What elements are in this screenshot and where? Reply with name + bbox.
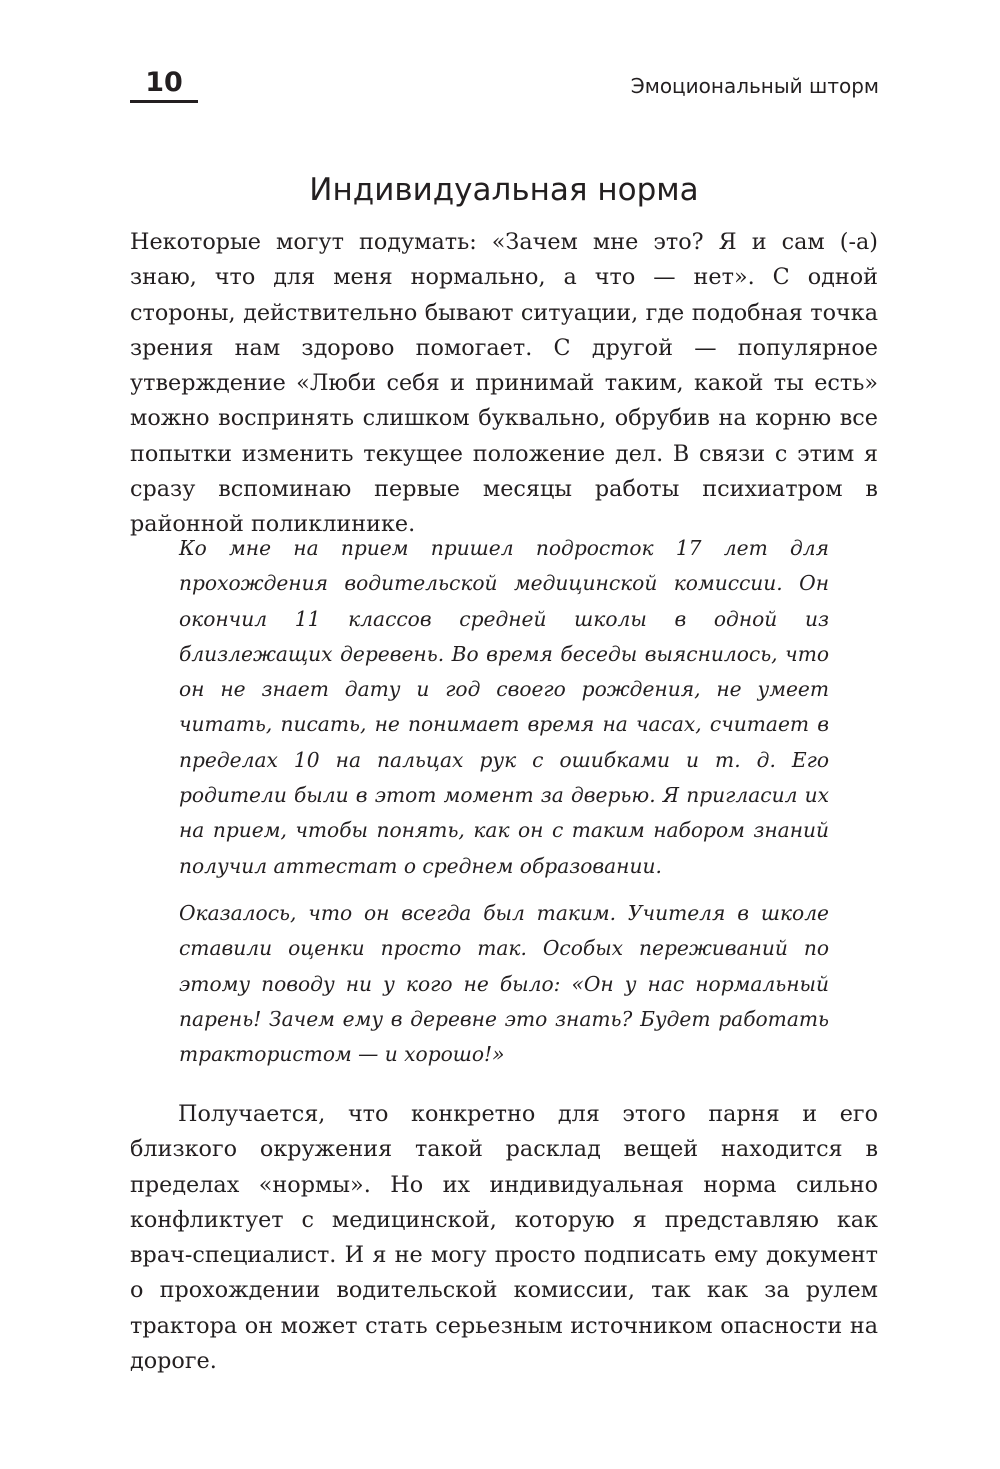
section-title: Индивидуальная норма [309, 172, 699, 208]
paragraph-conclusion: Получается, что конкретно для этого парня и его близкого окружения такой расклад вещей находится в пределах «нормы». Но их индивидуальная норма сильно конфликтует с медицинской, которую я представляю как врач-специалист. И я не могу просто подписать ему документ о прохождении водительской комиссии, так как за рулем трактора он может стать серьезным источником опасности на дороге. [130, 1101, 878, 1375]
page-number-underline [130, 100, 198, 103]
paragraph-intro: Некоторые могут подумать: «Зачем мне это? Я и сам (-а) знаю, что для меня нормально, а что — нет». С одной стороны, действительно бывают ситуации, где подобная точка зрения нам здорово помогает. С другой — популярное утверждение «Люби себя и принимай таким, какой ты есть» можно воспринять слишком буквально, обрубив на корню все попытки изменить текущее положение дел. В связи с этим я сразу вспоминаю первые месяцы работы психиатром в районной поликлинике. [130, 229, 878, 538]
quote-paragraph-2: Оказалось, что он всегда был таким. Учителя в школе ставили оценки просто так. Особых переживаний по этому поводу ни у кого не было: «Он у нас нормальный парень! Зачем ему в деревне это знать? Будет работать трактористом — и хорошо!» [179, 901, 829, 1067]
quote-paragraph-1: Ко мне на прием пришел подросток 17 лет для прохождения водительской медицинской комиссии. Он окончил 11 классов средней школы в одной из близлежащих деревень. Во время беседы выяснилось, что он не знает дату и год своего рождения, не умеет читать, писать, не понимает время на часах, считает в пределах 10 на пальцах рук с ошибками и т. д. Его родители были в этот момент за дверью. Я пригласил их на прием, чтобы понять, как он с таким набором знаний получил аттестат о среднем образовании. [179, 536, 829, 878]
running-title: Эмоциональный шторм [630, 74, 879, 98]
page-number: 10 [145, 67, 183, 98]
